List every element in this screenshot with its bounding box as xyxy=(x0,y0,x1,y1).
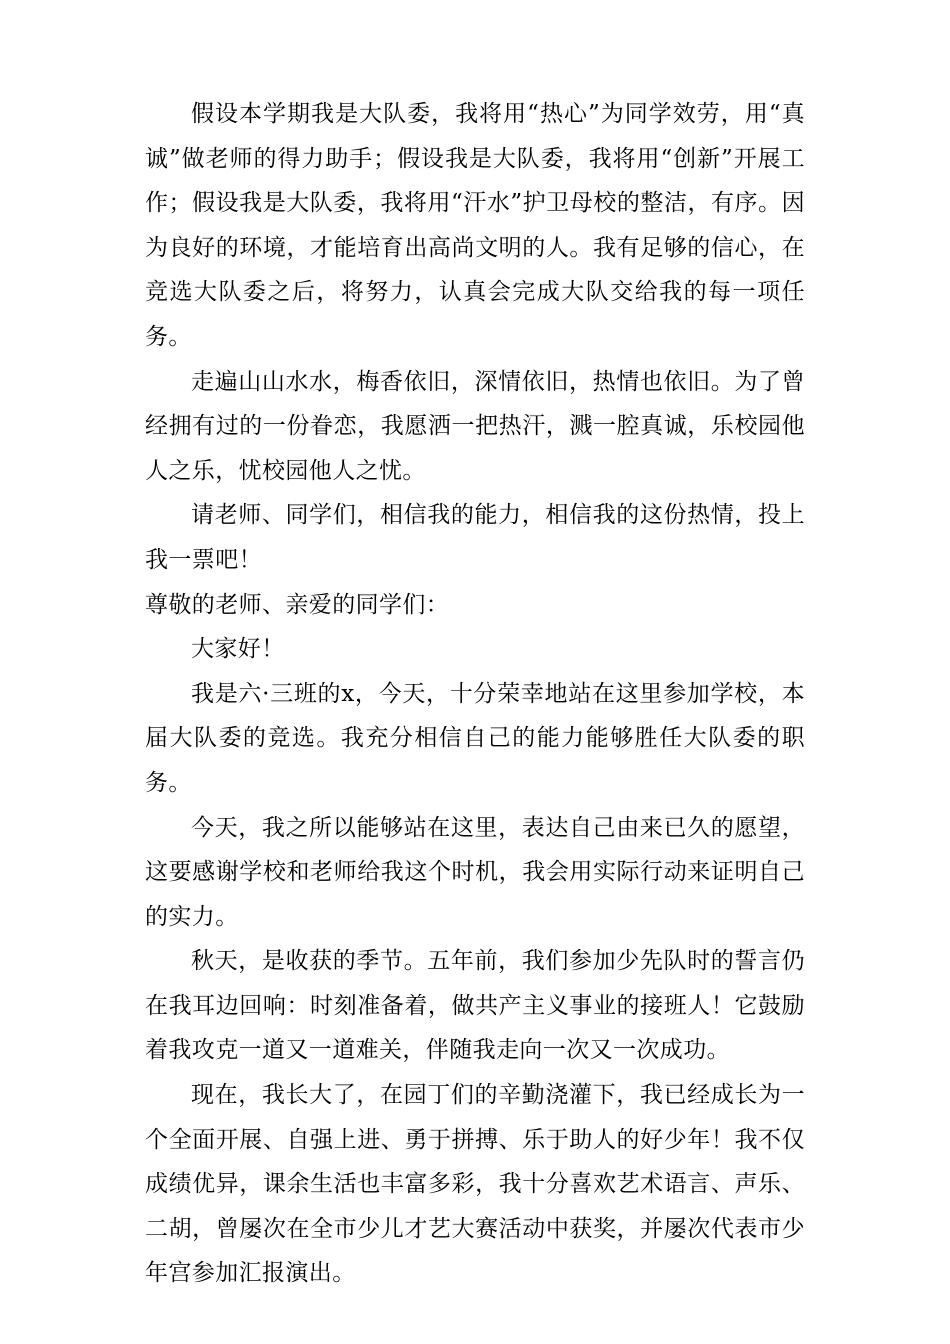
document-body xyxy=(145,92,805,1296)
paragraph-2: 走遍山山水水，梅香依旧，深情依旧，热情也依旧。为了曾经拥有过的一份眷恋，我愿洒一把热汗，溅一腔真诚，乐校园他人之乐，忧校园他人之忧。 xyxy=(145,368,805,484)
paragraph-3: 请老师、同学们，相信我的能力，相信我的这份热情，投上我一票吧！ xyxy=(145,502,805,573)
paragraph-6: 我是六·三班的x，今天，十分荣幸地站在这里参加学校，本届大队委的竞选。我充分相信自己的能力能够胜任大队委的职务。 xyxy=(145,680,805,796)
paragraph-7: 今天，我之所以能够站在这里，表达自己由来已久的愿望，这要感谢学校和老师给我这个时机，我会用实际行动来证明自己的实力。 xyxy=(145,814,805,930)
greeting: 大家好！ xyxy=(191,636,285,663)
salutation: 尊敬的老师、亲爱的同学们： xyxy=(145,591,450,618)
paragraph-1: 假设本学期我是大队委，我将用“热心”为同学效劳，用“真诚”做老师的得力助手；假设我是大队委，我将用“创新”开展工作；假设我是大队委，我将用“汗水”护卫母校的整洁，有序。因为良好的环境，才能培育出高尚文明的人。我有足够的信心，在竞选大队委之后，将努力，认真会完成大队交给我的每一项任务。 xyxy=(145,101,805,350)
paragraph-8: 秋天，是收获的季节。五年前，我们参加少先队时的誓言仍在我耳边回响：时刻准备着，做共产主义事业的接班人！它鼓励着我攻克一道又一道难关，伴随我走向一次又一次成功。 xyxy=(145,948,805,1064)
paragraph-9: 现在，我长大了，在园丁们的辛勤浇灌下，我已经成长为一个全面开展、自强上进、勇于拼搏、乐于助人的好少年！我不仅成绩优异，课余生活也丰富多彩，我十分喜欢艺术语言、声乐、二胡，曾屡次在全市少儿才艺大赛活动中获奖，并屡次代表市少年宫参加汇报演出。 xyxy=(145,1082,805,1287)
